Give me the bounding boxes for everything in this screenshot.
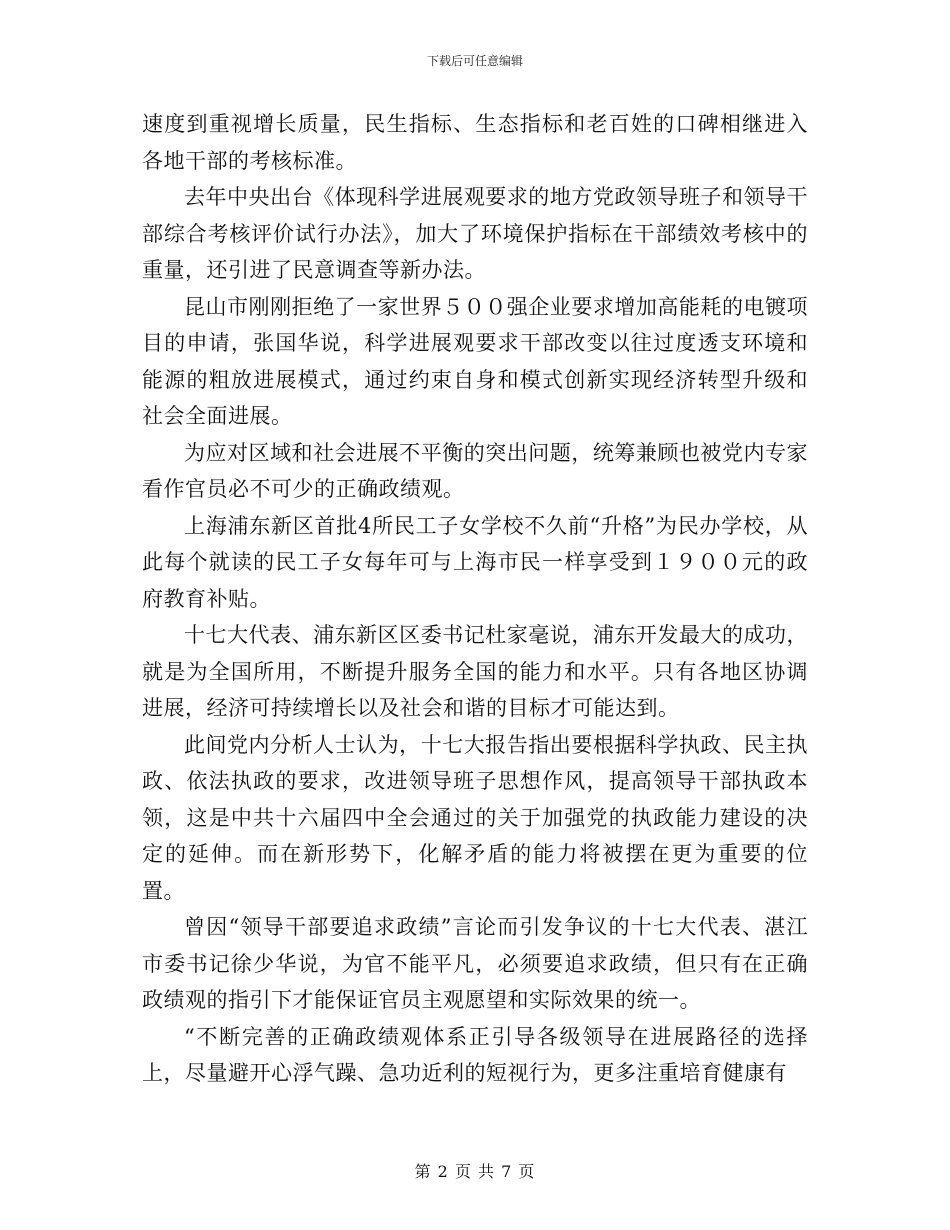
paragraph: “不断完善的正确政绩观体系正引导各级领导在进展路径的选择上，尽量避开心浮气躁、急功近利的短视行为，更多注重培育健康有: [142, 1024, 808, 1085]
paragraph: 上海浦东新区首批4所民工子女学校不久前“升格”为民办学校，从此每个就读的民工子女每年可与上海市民一样享受到１９００元的政府教育补贴。: [142, 513, 808, 611]
paragraph: 为应对区域和社会进展不平衡的突出问题，统筹兼顾也被党内专家看作官员必不可少的正确政绩观。: [142, 440, 808, 501]
paragraph: 速度到重视增长质量，民生指标、生态指标和老百姓的口碑相继进入各地干部的考核标准。: [142, 112, 808, 173]
paragraph: 曾因“领导干部要追求政绩”言论而引发争议的十七大代表、湛江市委书记徐少华说，为官不能平凡，必须要追求政绩，但只有在正确政绩观的指引下才能保证官员主观愿望和实际效果的统一。: [142, 915, 808, 1012]
page-number: 第 2 页 共 7 页: [414, 1162, 536, 1181]
paragraph: 此间党内分析人士认为，十七大报告指出要根据科学执政、民主执政、依法执政的要求，改进领导班子思想作风，提高领导干部执政本领，这是中共十六届四中全会通过的关于加强党的执政能力建设的决定的延伸。而在新形势下，化解矛盾的能力将被摆在更为重要的位置。: [142, 732, 808, 903]
paragraph: 昆山市刚刚拒绝了一家世界５００强企业要求增加高能耗的电镀项目的申请，张国华说，科学进展观要求干部改变以往过度透支环境和能源的粗放进展模式，通过约束自身和模式创新实现经济转型升级和社会全面进展。: [142, 294, 808, 428]
page-header: 下载后可任意编辑: [426, 54, 523, 68]
paragraph: 去年中央出台《体现科学进展观要求的地方党政领导班子和领导干部综合考核评价试行办法》，加大了环境保护指标在干部绩效考核中的重量，还引进了民意调查等新办法。: [142, 185, 808, 282]
document-body: [142, 106, 808, 1092]
paragraph: 十七大代表、浦东新区区委书记杜家毫说，浦东开发最大的成功，就是为全国所用，不断提升服务全国的能力和水平。只有各地区协调进展，经济可持续增长以及社会和谐的目标才可能达到。: [142, 623, 808, 720]
